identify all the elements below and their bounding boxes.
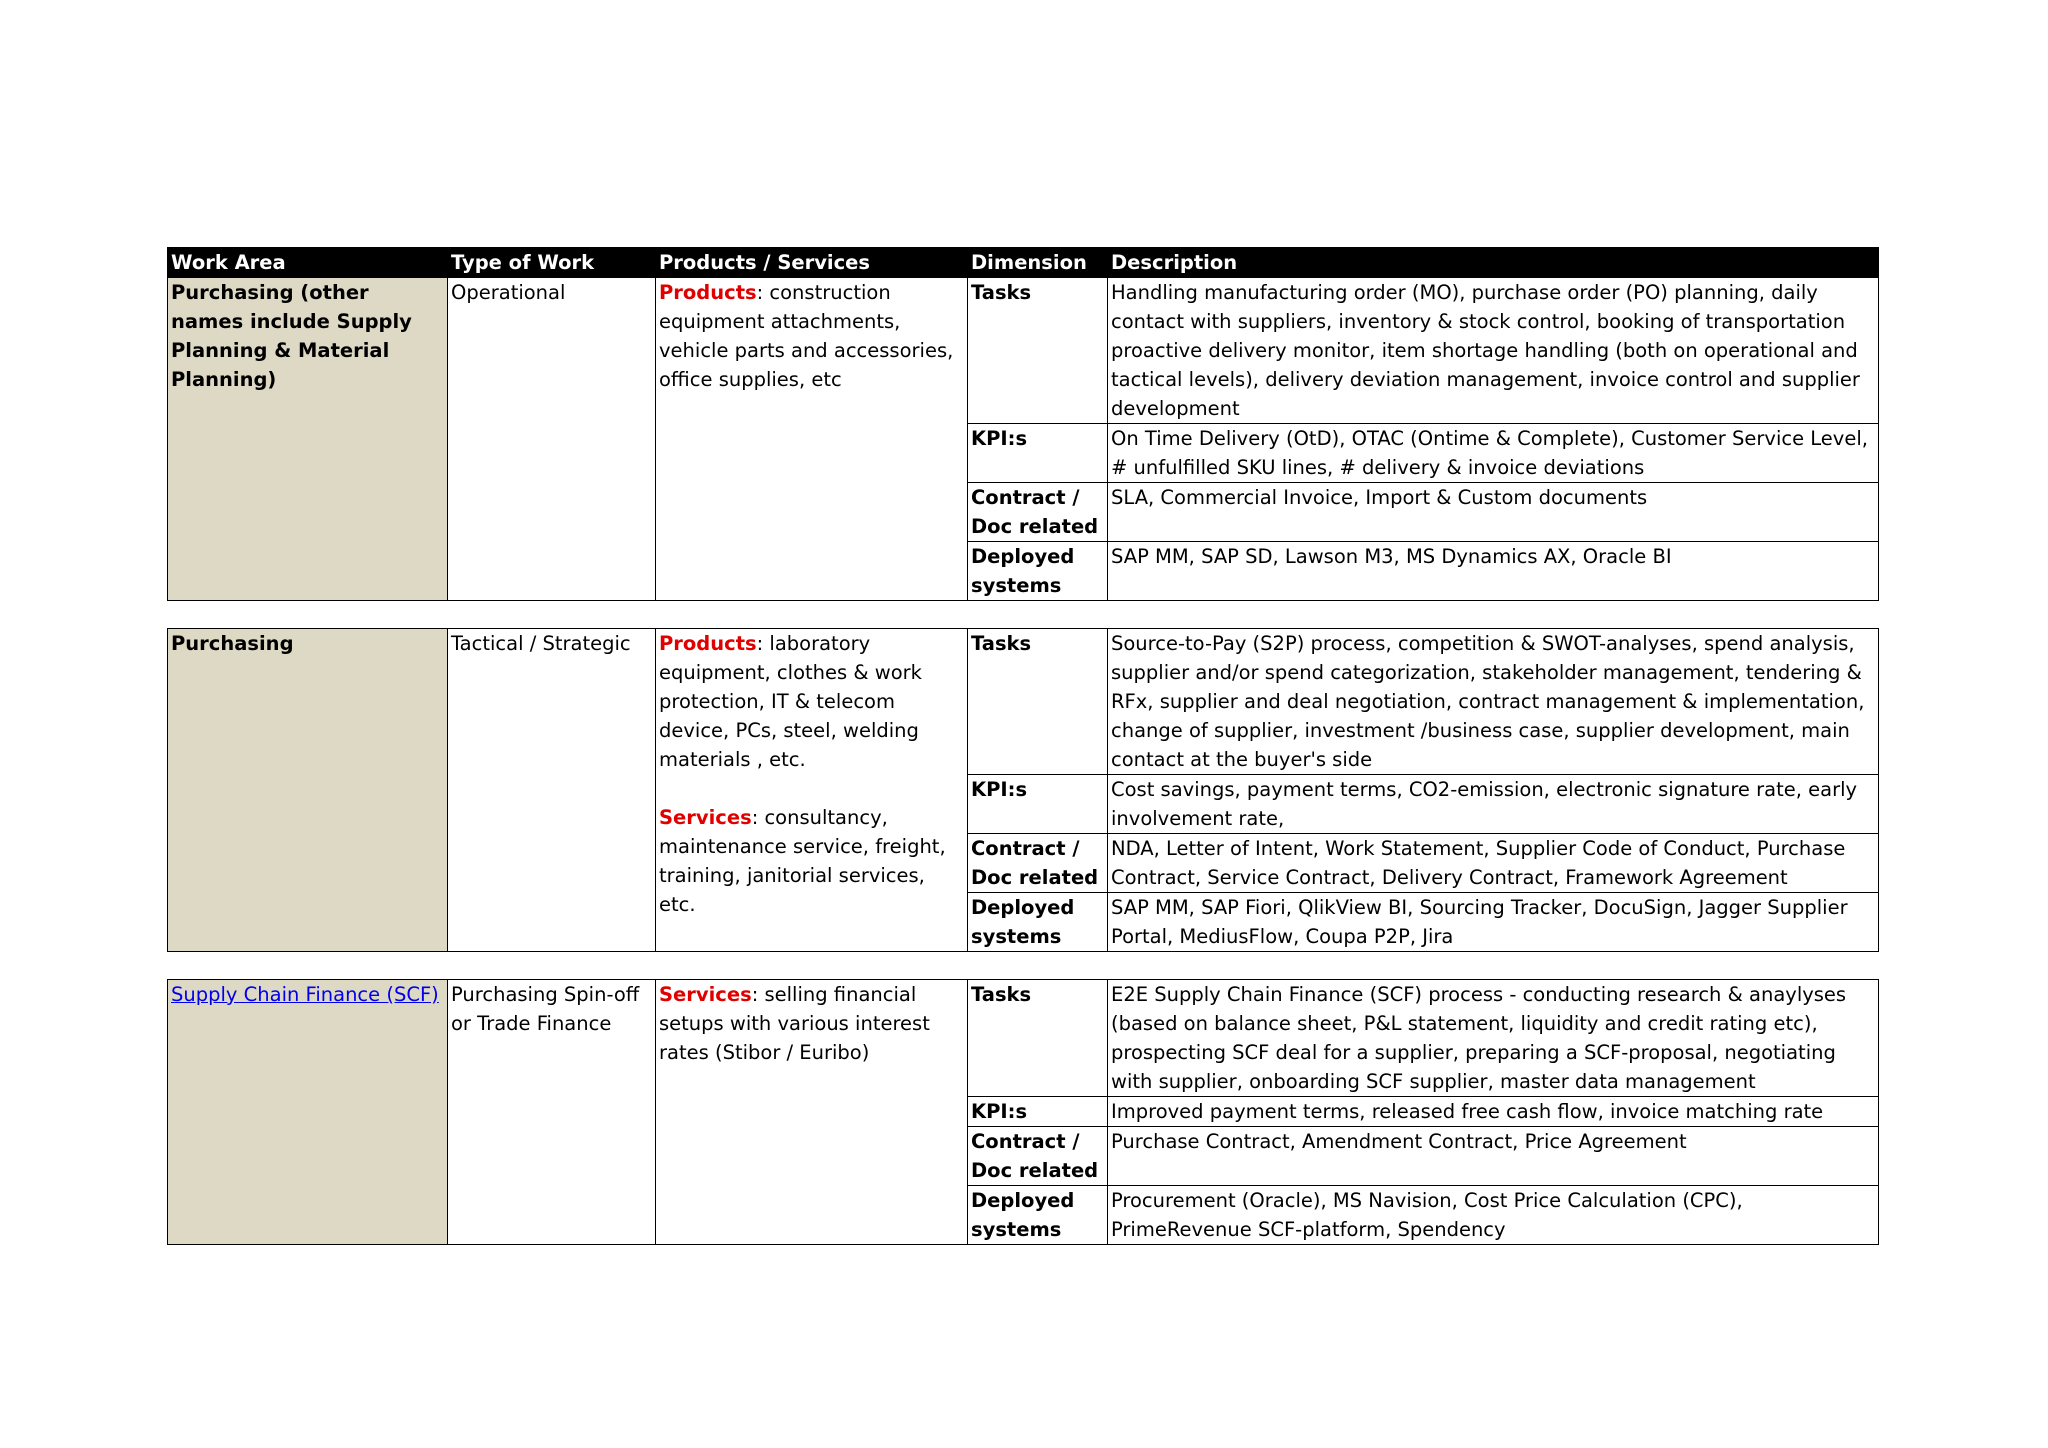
block-spacer bbox=[168, 952, 1879, 980]
work-area-cell bbox=[168, 980, 448, 1245]
header-type-of-work: Type of Work bbox=[448, 248, 656, 278]
header-products-services: Products / Services bbox=[656, 248, 968, 278]
products-text: : construction equipment attachments, vehicle parts and accessories, office supplies, etc bbox=[659, 281, 954, 391]
dimension-cell: Deployed systems bbox=[968, 1186, 1108, 1245]
products-services-cell bbox=[656, 278, 968, 601]
products-services-cell bbox=[656, 629, 968, 952]
table-row bbox=[168, 980, 1879, 1097]
type-of-work-cell: Operational bbox=[448, 278, 656, 601]
dimension-cell: Tasks bbox=[968, 629, 1108, 775]
services-text: : consultancy, maintenance service, freight, training, janitorial services, etc. bbox=[659, 806, 946, 916]
type-of-work-cell: Tactical / Strategic bbox=[448, 629, 656, 952]
dimension-cell: Tasks bbox=[968, 980, 1108, 1097]
dimension-cell: Contract / Doc related bbox=[968, 1127, 1108, 1186]
description-cell: SAP MM, SAP SD, Lawson M3, MS Dynamics AX, Oracle BI bbox=[1108, 542, 1879, 601]
description-cell: Handling manufacturing order (MO), purchase order (PO) planning, daily contact with suppliers, inventory & stock control, booking of transportation proactive delivery monitor, item shortage handling (both on operational and tactical levels), delivery deviation management, invoice control and supplier development bbox=[1108, 278, 1879, 424]
description-cell: Purchase Contract, Amendment Contract, Price Agreement bbox=[1108, 1127, 1879, 1186]
dimension-cell: KPI:s bbox=[968, 775, 1108, 834]
type-of-work-cell: Purchasing Spin-off or Trade Finance bbox=[448, 980, 656, 1245]
description-cell: SLA, Commercial Invoice, Import & Custom documents bbox=[1108, 483, 1879, 542]
header-work-area: Work Area bbox=[168, 248, 448, 278]
description-cell: Cost savings, payment terms, CO2-emission, electronic signature rate, early involvement rate, bbox=[1108, 775, 1879, 834]
description-cell: SAP MM, SAP Fiori, QlikView BI, Sourcing Tracker, DocuSign, Jagger Supplier Portal, MediusFlow, Coupa P2P, Jira bbox=[1108, 893, 1879, 952]
services-text: : selling financial setups with various interest rates (Stibor / Euribo) bbox=[659, 983, 930, 1064]
dimension-cell: Contract / Doc related bbox=[968, 483, 1108, 542]
products-services-cell bbox=[656, 980, 968, 1245]
services-paragraph bbox=[659, 803, 964, 919]
dimension-cell: Deployed systems bbox=[968, 542, 1108, 601]
dimension-cell: KPI:s bbox=[968, 424, 1108, 483]
table-row bbox=[168, 629, 1879, 775]
dimension-cell: Tasks bbox=[968, 278, 1108, 424]
description-cell: Improved payment terms, released free cash flow, invoice matching rate bbox=[1108, 1097, 1879, 1127]
description-cell: NDA, Letter of Intent, Work Statement, Supplier Code of Conduct, Purchase Contract, Service Contract, Delivery Contract, Framework Agreement bbox=[1108, 834, 1879, 893]
header-row bbox=[168, 248, 1879, 278]
dimension-cell: KPI:s bbox=[968, 1097, 1108, 1127]
work-area-table bbox=[167, 247, 1879, 1245]
description-cell: Procurement (Oracle), MS Navision, Cost Price Calculation (CPC), PrimeRevenue SCF-platform, Spendency bbox=[1108, 1186, 1879, 1245]
dimension-cell: Contract / Doc related bbox=[968, 834, 1108, 893]
description-cell: E2E Supply Chain Finance (SCF) process - conducting research & anaylyses (based on balance sheet, P&L statement, liquidity and credit rating etc), prospecting SCF deal for a supplier, preparing a SCF-proposal, negotiating with supplier, onboarding SCF supplier, master data management bbox=[1108, 980, 1879, 1097]
scf-link[interactable]: Supply Chain Finance (SCF) bbox=[171, 983, 439, 1006]
products-text: : laboratory equipment, clothes & work protection, IT & telecom device, PCs, steel, welding materials , etc. bbox=[659, 632, 922, 771]
description-cell: Source-to-Pay (S2P) process, competition & SWOT-analyses, spend analysis, supplier and/or spend categorization, stakeholder management, tendering & RFx, supplier and deal negotiation, contract management & implementation, change of supplier, investment /business case, supplier development, main contact at the buyer's side bbox=[1108, 629, 1879, 775]
products-label: Products bbox=[659, 281, 757, 304]
header-dimension: Dimension bbox=[968, 248, 1108, 278]
services-label: Services bbox=[659, 983, 752, 1006]
work-area-cell: Purchasing (other names include Supply Planning & Material Planning) bbox=[168, 278, 448, 601]
block-spacer bbox=[168, 601, 1879, 629]
work-area-table-sheet bbox=[167, 247, 1878, 1245]
description-cell: On Time Delivery (OtD), OTAC (Ontime & Complete), Customer Service Level, # unfulfilled SKU lines, # delivery & invoice deviations bbox=[1108, 424, 1879, 483]
services-label: Services bbox=[659, 806, 752, 829]
table-row bbox=[168, 278, 1879, 424]
work-area-cell: Purchasing bbox=[168, 629, 448, 952]
header-description: Description bbox=[1108, 248, 1879, 278]
products-label: Products bbox=[659, 632, 757, 655]
dimension-cell: Deployed systems bbox=[968, 893, 1108, 952]
products-paragraph bbox=[659, 629, 964, 774]
